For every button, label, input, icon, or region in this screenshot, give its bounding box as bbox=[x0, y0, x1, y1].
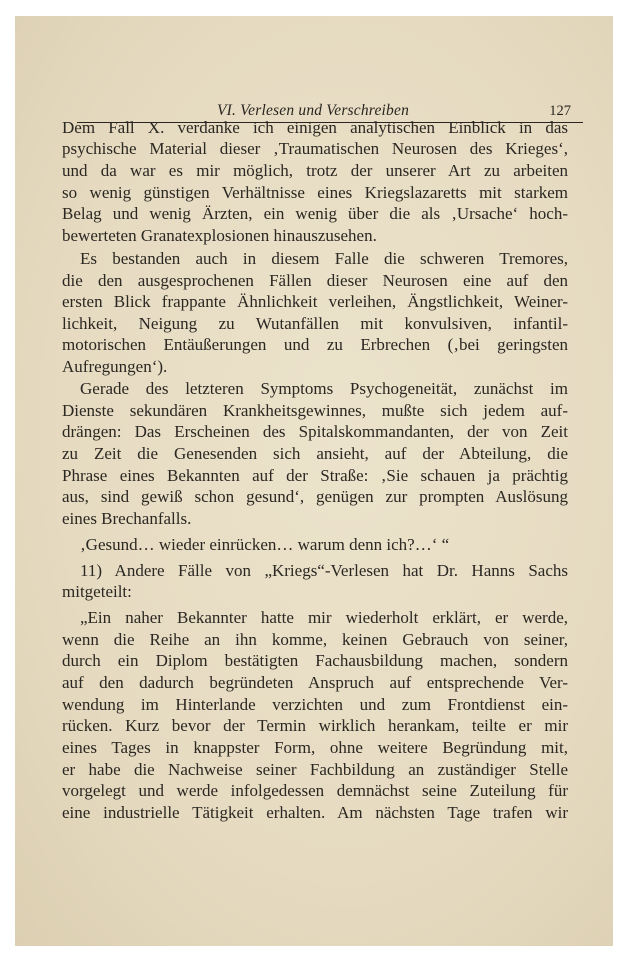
text-line: bewerteten Granatexplosionen hinauszusehen. bbox=[62, 226, 377, 245]
text-line: Aufregungen‘). bbox=[62, 357, 168, 376]
text-line: er habe die Nachweise seiner Fachbildung an zuständiger Stelle bbox=[62, 760, 568, 779]
text-line: so wenig günstigen Verhältnisse eines Kriegslazaretts mit starkem bbox=[62, 183, 568, 202]
text-line: Phrase eines Bekannten auf der Straße: ‚Sie schauen ja prächtig bbox=[62, 466, 568, 485]
text-line: wenn die Reihe an ihn komme, keinen Gebrauch von seiner, bbox=[62, 630, 568, 649]
text-line: lichkeit, Neigung zu Wutanfällen mit konvulsiven, infantil- bbox=[62, 314, 568, 333]
text-line: Belag und wenig Ärzten, ein wenig über die als ‚Ursache‘ hoch- bbox=[62, 204, 568, 223]
text-line: eine industrielle Tätigkeit erhalten. Am nächsten Tage trafen wir bbox=[62, 803, 568, 822]
text-line: Es bestanden auch in diesem Falle die schweren Tremores, bbox=[80, 249, 568, 268]
text-line: motorischen Entäußerungen und zu Erbrechen (‚bei geringsten bbox=[62, 335, 568, 354]
text-line: durch ein Diplom bestätigten Fachausbildung machen, sondern bbox=[62, 651, 568, 670]
text-line: wendung im Hinterlande verzichten und zum Frontdienst ein- bbox=[62, 695, 568, 714]
text-line: Dienste sekundären Krankheitsgewinnes, mußte sich jedem auf- bbox=[62, 401, 568, 420]
text-line: vorgelegt und werde infolgedessen demnächst seine Zuteilung für bbox=[62, 781, 568, 800]
chapter-title: VI. Verlesen und Verschreiben bbox=[217, 102, 410, 119]
page-number: 127 bbox=[549, 103, 571, 119]
text-line: 11) Andere Fälle von „Kriegs“-Verlesen hat Dr. Hanns Sachs bbox=[80, 561, 568, 580]
text-line: rücken. Kurz bevor der Termin wirklich herankam, teilte er mir bbox=[62, 716, 568, 735]
text-line: Dem Fall X. verdanke ich einigen analytischen Einblick in das bbox=[62, 118, 568, 137]
text-line: ‚Gesund… wieder einrücken… warum denn ich?…‘ “ bbox=[80, 535, 450, 554]
text-line: Gerade des letzteren Symptoms Psychogeneität, zunächst im bbox=[80, 379, 568, 398]
text-line: psychische Material dieser ‚Traumatischen Neurosen des Krieges‘, bbox=[62, 139, 568, 158]
text-line: und da war es mir möglich, trotz der unserer Art zu arbeiten bbox=[62, 161, 568, 180]
text-line: eines Brechanfalls. bbox=[62, 509, 192, 528]
text-line: drängen: Das Erscheinen des Spitalskommandanten, der von Zeit bbox=[62, 422, 568, 441]
text-line: mitgeteilt: bbox=[62, 582, 132, 601]
text-line: eines Tages in knappster Form, ohne weitere Begründung mit, bbox=[62, 738, 568, 757]
text-line: zu Zeit die Genesenden sich ansieht, auf der Abteilung, die bbox=[62, 444, 568, 463]
text-line: „Ein naher Bekannter hatte mir wiederholt erklärt, er werde, bbox=[80, 608, 568, 627]
text-line: auf den dadurch begründeten Anspruch auf entsprechende Ver- bbox=[62, 673, 568, 692]
text-line: ersten Blick frappante Ähnlichkeit verleihen, Ängstlichkeit, Weiner- bbox=[62, 292, 568, 311]
text-line: die den ausgesprochenen Fällen dieser Neurosen eine auf den bbox=[62, 271, 568, 290]
text-line: aus, sind gewiß schon gesund‘, genügen zur prompten Auslösung bbox=[62, 487, 568, 506]
